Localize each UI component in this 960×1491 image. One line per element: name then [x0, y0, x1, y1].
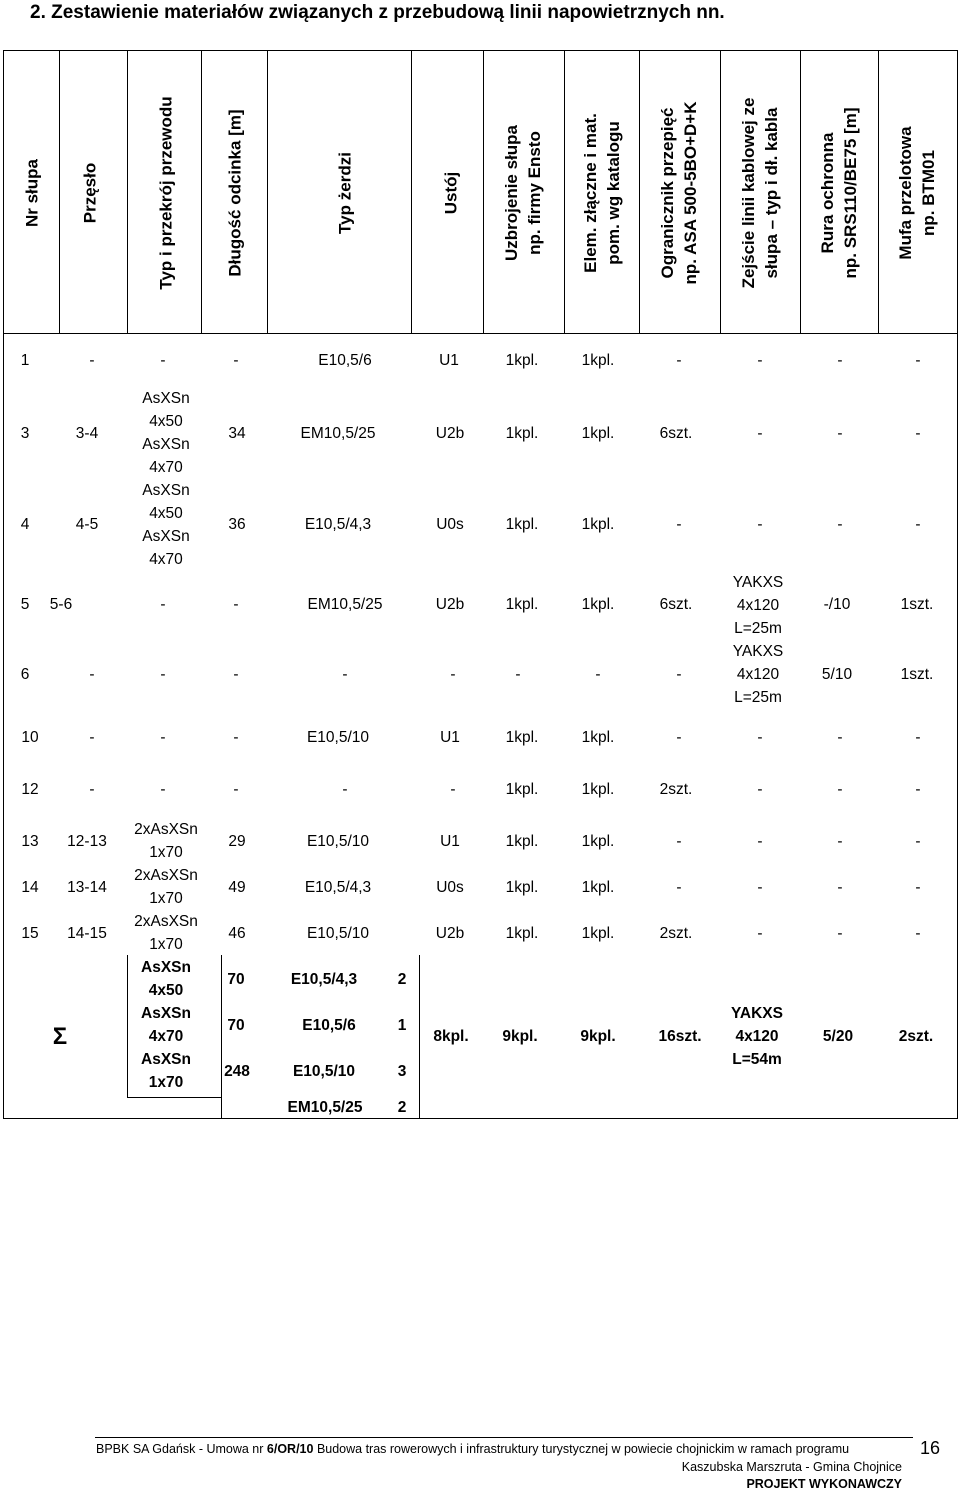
- cell: 1x70: [149, 890, 183, 907]
- cell: 3-4: [75, 425, 99, 442]
- cell: 1kpl.: [581, 925, 615, 942]
- section-title: 2. Zestawienie materiałów związanych z przebudową linii napowietrznych nn.: [30, 2, 725, 23]
- cell: 1kpl.: [505, 516, 539, 533]
- header-dlugosc: Długość odcinka [m]: [225, 109, 245, 277]
- cell: -: [89, 352, 95, 369]
- footer-program: Kaszubska Marszruta - Gmina Chojnice: [681, 1460, 902, 1474]
- header-ogranicznik: Ogranicznik przepięć np. ASA 500-5BO+D+K: [658, 101, 700, 285]
- cell: -: [837, 729, 843, 746]
- cell: U1: [440, 729, 460, 746]
- cell: -: [160, 352, 166, 369]
- cell: 6szt.: [659, 425, 693, 442]
- cell: 5/10: [821, 666, 853, 683]
- cell: 1kpl.: [505, 352, 539, 369]
- cell: -: [89, 666, 95, 683]
- cell: U2b: [435, 596, 465, 613]
- cell: 1kpl.: [581, 781, 615, 798]
- cell: -: [837, 425, 843, 442]
- cell: 3: [20, 425, 30, 442]
- cell: 1szt.: [900, 596, 934, 613]
- cell: 13: [21, 833, 39, 850]
- cell: -: [676, 833, 682, 850]
- cell: -: [915, 833, 921, 850]
- cell: -: [676, 729, 682, 746]
- cell: 29: [228, 833, 246, 850]
- cell: 4-5: [75, 516, 99, 533]
- cell: -: [915, 781, 921, 798]
- sum-symbol: Σ: [52, 1023, 68, 1050]
- cell: U1: [440, 833, 460, 850]
- cell: 2szt.: [659, 781, 693, 798]
- cell: 1kpl.: [581, 879, 615, 896]
- cell: 1kpl.: [505, 833, 539, 850]
- cell: 10: [21, 729, 39, 746]
- cell: 49: [228, 879, 246, 896]
- cell: 1: [20, 352, 30, 369]
- cell: -: [837, 879, 843, 896]
- cell: 36: [228, 516, 246, 533]
- cell: 15: [21, 925, 39, 942]
- cell: 1x70: [149, 936, 183, 953]
- cell: -: [233, 596, 239, 613]
- cell: 2xAsXSn: [134, 867, 198, 884]
- cell: 4: [20, 516, 30, 533]
- cell: 1kpl.: [581, 833, 615, 850]
- cell: E10,5/4,3: [304, 516, 372, 533]
- cell: -: [757, 729, 763, 746]
- cell: -: [915, 425, 921, 442]
- cell: EM10,5/25: [307, 596, 383, 613]
- header-mufa: Mufa przelotowa np. BTM01: [896, 126, 938, 260]
- cell: 46: [228, 925, 246, 942]
- cell: 2szt.: [659, 925, 693, 942]
- cell: -: [837, 781, 843, 798]
- cell: 1kpl.: [505, 596, 539, 613]
- cell: -: [89, 729, 95, 746]
- cell: -: [515, 666, 521, 683]
- cell: -: [450, 666, 456, 683]
- cell: -: [676, 666, 682, 683]
- cell: -: [757, 425, 763, 442]
- cell: -: [450, 781, 456, 798]
- header-zejscie-kablowe: Zejście linii kablowej ze słupa – typ i dł. kabla: [739, 97, 781, 289]
- cell: 5: [20, 596, 30, 613]
- cell: -: [837, 833, 843, 850]
- cell: E10,5/4,3: [304, 879, 372, 896]
- cell: -: [757, 781, 763, 798]
- cell: -: [233, 666, 239, 683]
- cell: -: [89, 781, 95, 798]
- cell: 12-13: [67, 833, 107, 850]
- cell: 12: [21, 781, 39, 798]
- cell: E10,5/6: [318, 352, 372, 369]
- cell: -: [160, 781, 166, 798]
- header-ustoj: Ustój: [441, 171, 461, 215]
- cell: 1kpl.: [505, 425, 539, 442]
- cell: E10,5/10: [306, 729, 370, 746]
- cell: U1: [439, 352, 459, 369]
- header-uzbrojenie: Uzbrojenie słupa np. firmy Ensto: [502, 124, 544, 262]
- header-nr-slupa: Nr słupa: [22, 158, 42, 228]
- cell: 1kpl.: [581, 516, 615, 533]
- cell: U0s: [436, 516, 464, 533]
- footer-project-type: PROJEKT WYKONAWCZY: [746, 1477, 902, 1491]
- cell: 2xAsXSn: [134, 913, 198, 930]
- header-typ-zerdzi: Typ żerdzi: [335, 152, 355, 234]
- cell: U2b: [435, 425, 465, 442]
- cell: -: [915, 352, 921, 369]
- cell: -: [160, 729, 166, 746]
- cell: E10,5/10: [306, 925, 370, 942]
- cell: -: [757, 833, 763, 850]
- cell: 6: [20, 666, 30, 683]
- cell: -: [915, 516, 921, 533]
- cell: -: [757, 879, 763, 896]
- cell: -: [837, 925, 843, 942]
- cell: 14: [21, 879, 39, 896]
- cell: E10,5/10: [306, 833, 370, 850]
- cell: -: [342, 781, 348, 798]
- cell: -: [757, 352, 763, 369]
- cell: 14-15: [67, 925, 107, 942]
- page-number: 16: [920, 1438, 941, 1458]
- cell: -: [757, 516, 763, 533]
- cell: U0s: [436, 879, 464, 896]
- header-elem-zlaczne: Elem. złączne i mat. pom. wg katalogu: [581, 113, 623, 273]
- cell: -: [676, 516, 682, 533]
- cell: -: [342, 666, 348, 683]
- cell: -: [837, 516, 843, 533]
- cell: -: [676, 879, 682, 896]
- cell: 1kpl.: [505, 729, 539, 746]
- cell: 1szt.: [900, 666, 934, 683]
- cell: 5-6: [49, 596, 73, 613]
- header-rura-ochronna: Rura ochronna np. SRS110/BE75 [m]: [818, 107, 860, 279]
- cell: -/10: [823, 596, 851, 613]
- cell: -: [757, 925, 763, 942]
- header-typ-przewodu: Typ i przekrój przewodu: [156, 96, 176, 290]
- cell: -: [160, 666, 166, 683]
- cell: 1kpl.: [505, 879, 539, 896]
- cell: EM10,5/25: [300, 425, 376, 442]
- cell: -: [915, 925, 921, 942]
- cell: -: [915, 729, 921, 746]
- cell: -: [233, 352, 239, 369]
- cell: 34: [228, 425, 246, 442]
- header-przeslo: Przęsło: [80, 162, 100, 224]
- cell: -: [595, 666, 601, 683]
- cell: 1kpl.: [581, 425, 615, 442]
- cell: U2b: [435, 925, 465, 942]
- cell: 6szt.: [659, 596, 693, 613]
- cell: 1kpl.: [505, 925, 539, 942]
- cell: 2xAsXSn: [134, 821, 198, 838]
- cell: 13-14: [67, 879, 107, 896]
- cell: 1kpl.: [581, 352, 615, 369]
- cell: -: [160, 596, 166, 613]
- cell: -: [676, 352, 682, 369]
- footer-contract: BPBK SA Gdańsk - Umowa nr 6/OR/10 Budowa tras rowerowych i infrastruktury turystycznej w powiecie chojnickim w ramach programu: [96, 1442, 850, 1456]
- footer-divider: [95, 1437, 913, 1438]
- cell: 1kpl.: [581, 596, 615, 613]
- cell: 1kpl.: [505, 781, 539, 798]
- cell: -: [837, 352, 843, 369]
- cell: -: [233, 729, 239, 746]
- cell: -: [233, 781, 239, 798]
- cell: 1x70: [149, 844, 183, 861]
- cell: -: [915, 879, 921, 896]
- cell: 1kpl.: [581, 729, 615, 746]
